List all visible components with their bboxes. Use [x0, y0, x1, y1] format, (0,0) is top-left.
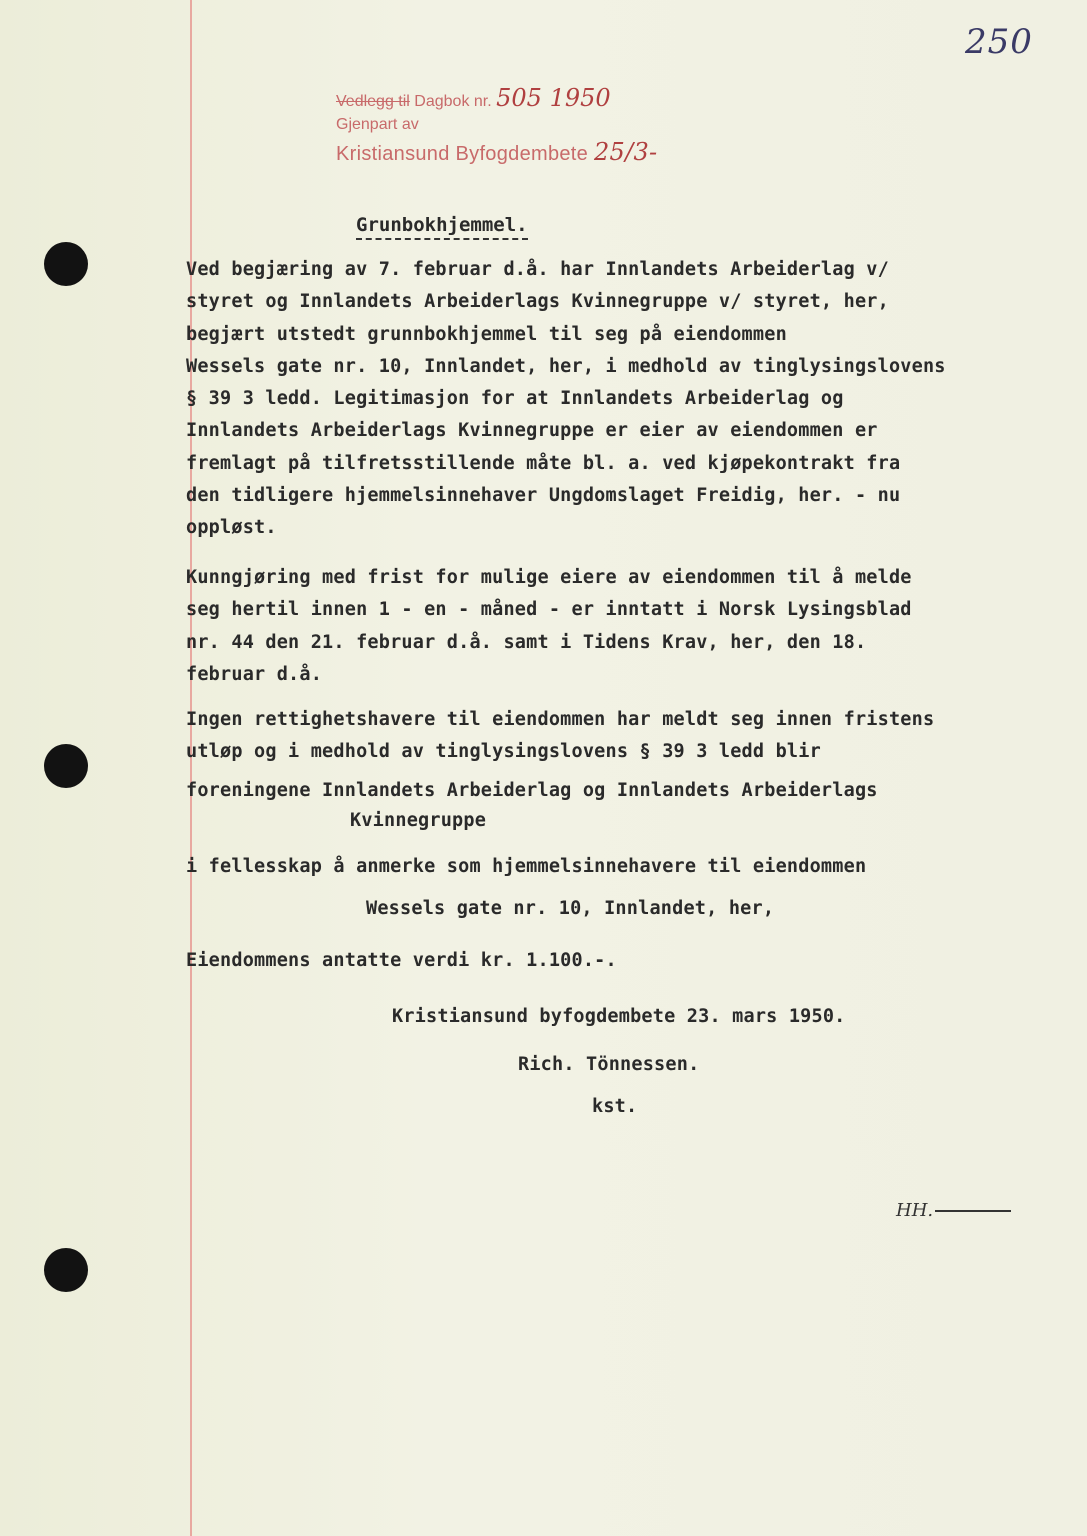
stamp-dagbok-number: 505 1950: [496, 84, 611, 112]
clerk-initials: [896, 1200, 1011, 1221]
stamp-dagbok-label: Dagbok nr.: [409, 93, 492, 110]
property-address-line: Wessels gate nr. 10, Innlandet, her,: [366, 898, 775, 919]
signature-title: kst.: [592, 1096, 638, 1117]
signature-name: Rich. Tönnessen.: [518, 1054, 700, 1075]
paragraph-announcement: Kunngjøring med frist for mulige eiere av eiendommen til å melde seg hertil innen 1 - en - måned - er inntatt i Norsk Lysingsblad nr. 44 den 21. februar d.å. samt i Tidens Krav, her, den 18. februar d.å.: [186, 567, 912, 685]
stamp-struck-text: Vedlegg til: [336, 93, 410, 110]
joint-ownership-line: i fellesskap å anmerke som hjemmelsinnehavere til eiendommen: [186, 856, 867, 877]
punch-hole-icon: [44, 744, 88, 788]
women-group-line: Kvinnegruppe: [350, 810, 487, 831]
paragraph-decision: Ingen rettighetshavere til eiendommen har meldt seg innen fristens utløp og i medhold av tinglysingslovens § 39 3 ledd blir: [186, 709, 935, 763]
stamp-date: 25/3-: [593, 138, 658, 166]
property-value-line: Eiendommens antatte verdi kr. 1.100.-.: [186, 950, 617, 971]
page-number: 250: [965, 22, 1033, 62]
punch-hole-icon: [44, 242, 88, 286]
clerk-initials-text: HH.: [896, 1200, 934, 1221]
paragraph-request: Ved begjæring av 7. februar d.å. har Innlandets Arbeiderlag v/ styret og Innlandets Arbeiderlags Kvinnegruppe v/ styret, her, begjært utstedt grunnbokhjemmel til seg på eiendommen Wessels gate nr. 10, Innlandet, her, i medhold av tinglysingslovens § 39 3 ledd. Legitimasjon for at Innlandets Arbeiderlag og Innlandets Arbeiderlags Kvinnegruppe er eier av eiendommen er fremlagt på tilfretsstillende måte bl. a. ved kjøpekontrakt fra den tidligere hjemmelsinnehaver Ungdomslaget Freidig, her. - nu oppløst.: [186, 259, 946, 539]
stamp-line-1: [336, 84, 657, 112]
stamp-line-2: Gjenpart av: [336, 116, 419, 133]
registry-stamp: [336, 84, 657, 166]
initials-dash: [935, 1210, 1011, 1212]
document-heading: Grunbokhjemmel.: [356, 214, 528, 240]
punch-hole-icon: [44, 1248, 88, 1292]
stamp-office: Kristiansund Byfogdembete: [336, 143, 589, 165]
place-date-line: Kristiansund byfogdembete 23. mars 1950.: [392, 1006, 846, 1027]
associations-line: foreningene Innlandets Arbeiderlag og Innlandets Arbeiderlags: [186, 780, 878, 801]
stamp-line-3: [336, 138, 657, 166]
